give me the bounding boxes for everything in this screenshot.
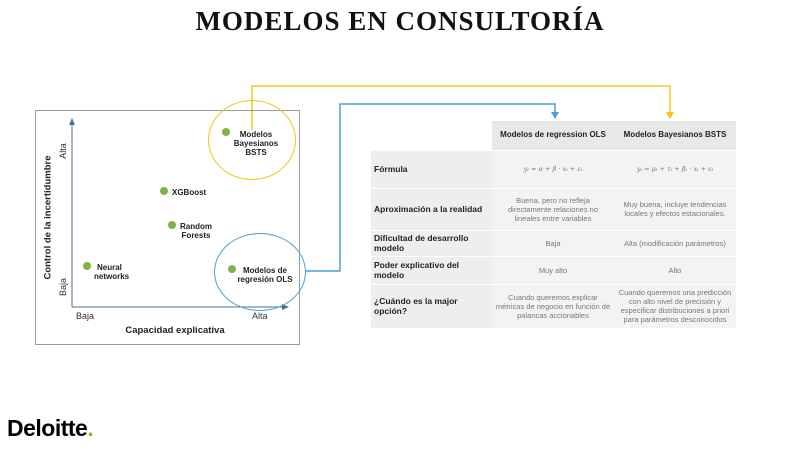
table-header-ols: Modelos de regression OLS — [492, 121, 614, 150]
y-axis-low-label: Baja — [58, 278, 68, 297]
table-cell: Buena, pero no refleja directamente relaciones no lineales entre variables — [492, 188, 614, 230]
table-row — [371, 256, 736, 284]
x-axis-high-label: Alta — [252, 311, 268, 321]
point-neural-networks-label: Neural networks — [94, 263, 130, 281]
logo-dot: . — [87, 415, 94, 441]
table-cell: Alta (modificación parámetros) — [614, 230, 736, 256]
table-cell: Muy alto — [492, 256, 614, 284]
table-cell: Baja — [492, 230, 614, 256]
table-row — [371, 188, 736, 230]
point-xgboost — [160, 187, 168, 195]
ols-formula: yₜ = α + β · xₜ + εₜ — [492, 150, 614, 188]
y-axis-high-label: Alta — [58, 143, 68, 159]
point-random-forests-label: Random Forests — [180, 222, 212, 240]
table-header-bsts: Modelos Bayesianos BSTS — [614, 121, 736, 150]
table-cell: Cuando queremos explicar métricas de negocio en función de palancas accionables — [492, 284, 614, 328]
comparison-table — [371, 121, 736, 329]
table-header-row — [371, 121, 736, 150]
row-label: Aproximación a la realidad — [371, 188, 492, 230]
bsts-formula: yₜ = μₜ + τₜ + β̃ₜ · xₜ + εₜ — [614, 150, 736, 188]
point-xgboost-label: XGBoost — [172, 188, 207, 197]
logo-wordmark: Deloitte — [7, 415, 88, 441]
point-bsts-label: Modelos Bayesianos BSTS — [233, 130, 279, 157]
page-title: MODELOS EN CONSULTORÍA — [195, 6, 605, 36]
y-axis-arrowhead — [69, 118, 75, 125]
deloitte-logo — [7, 415, 93, 442]
point-neural-networks — [83, 262, 91, 270]
table-cell: Alto — [614, 256, 736, 284]
point-ols-label: Modelos de regresión OLS — [237, 266, 293, 284]
row-label: ¿Cuándo es la major opción? — [371, 284, 492, 328]
row-label: Fórmula — [371, 150, 492, 188]
table-cell: Muy buena, incluye tendencias locales y efectos estacionales. — [614, 188, 736, 230]
row-label: Dificultad de desarrollo modelo — [371, 230, 492, 256]
table-row — [371, 284, 736, 328]
point-random-forests — [168, 221, 176, 229]
row-label: Poder explicativo del modelo — [371, 256, 492, 284]
table-header-blank — [371, 121, 492, 150]
table-row — [371, 230, 736, 256]
x-axis-title: Capacidad explicativa — [125, 325, 225, 336]
table-row — [371, 150, 736, 188]
x-axis-low-label: Baja — [76, 311, 95, 321]
table-cell: Cuando queremos una predicción con alto nivel de precisión y especificar distribuciones a priori para parámetros desconocidos — [614, 284, 736, 328]
y-axis-title: Control de la incertidumbre — [42, 155, 54, 280]
